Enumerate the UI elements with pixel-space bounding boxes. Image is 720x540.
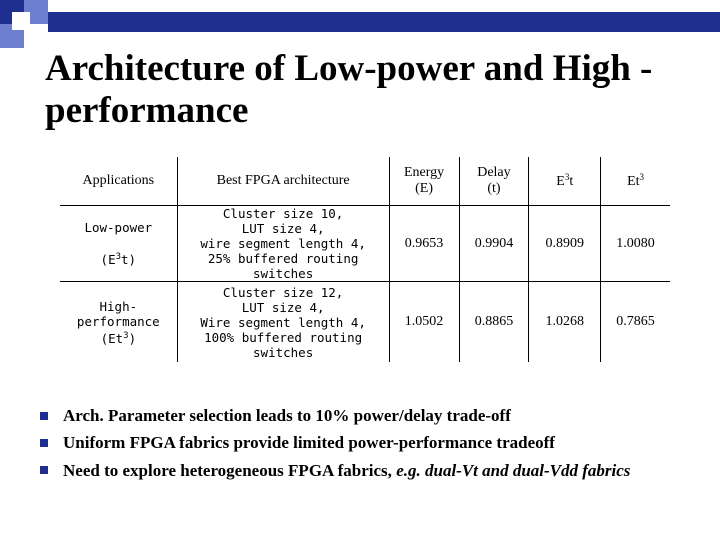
cell-energy: 0.9653 [389,206,459,282]
cell-delay: 0.9904 [459,206,529,282]
bullet-list [40,406,700,488]
bullet-item: Uniform FPGA fabrics provide limited power-performance tradeoff [40,433,700,453]
square-bullet-icon [40,412,48,420]
header-applications: Applications [60,157,177,206]
cell-et3: 1.0080 [601,206,670,282]
cell-architecture: Cluster size 12, LUT size 4, Wire segment length 4, 100% buffered routing switches [177,282,389,363]
cell-energy: 1.0502 [389,282,459,363]
header-energy: Energy (E) [389,157,459,206]
header-e3t: $E^3t$ [529,157,601,206]
table-row [60,282,670,363]
bullet-item: Need to explore heterogeneous FPGA fabrics, e.g. dual-Vt and dual-Vdd fabrics [40,460,700,481]
bullet-item: Arch. Parameter selection leads to 10% power/delay trade-off [40,406,700,426]
cell-architecture: Cluster size 10, LUT size 4, wire segment length 4, 25% buffered routing switches [177,206,389,282]
slide-title: Architecture of Low-power and High -performance [45,48,653,131]
header-et3: Et$^3$ [601,157,670,206]
corner-square-4 [12,12,30,30]
table-row [60,206,670,282]
square-bullet-icon [40,466,48,474]
cell-delay: 0.8865 [459,282,529,363]
cell-e3t: 0.8909 [529,206,601,282]
architecture-table [60,157,670,362]
square-bullet-icon [40,439,48,447]
header-delay: Delay (t) [459,157,529,206]
title-bar-stripe [48,12,720,32]
cell-et3: 0.7865 [601,282,670,363]
header-architecture: Best FPGA architecture [177,157,389,206]
cell-application: High- performance (Et$^3$) [76,298,160,346]
cell-e3t: 1.0268 [529,282,601,363]
cell-application: Low-power $(E^3t)$ [60,206,177,282]
